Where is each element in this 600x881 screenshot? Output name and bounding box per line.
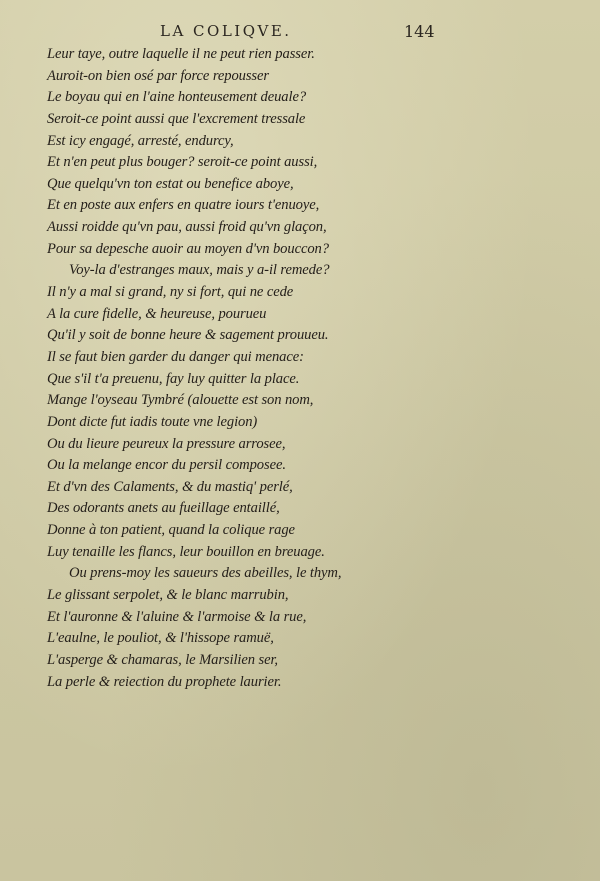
- verse-line: Le boyau qui en l'aine honteusement deuale?: [47, 89, 307, 106]
- page-header: [0, 22, 600, 44]
- verse-line: Ou du lieure peureux la pressure arrosee,: [47, 435, 286, 452]
- verse-line: Luy tenaille les flancs, leur bouillon en breuage.: [47, 543, 325, 560]
- verse-line: Et n'en peut plus bouger? seroit-ce point aussi,: [47, 154, 318, 171]
- verse-line: L'eaulne, le pouliot, & l'hissope ramuë,: [47, 630, 274, 647]
- verse-text: [47, 44, 567, 693]
- verse-line: Qu'il y soit de bonne heure & sagement prouueu.: [47, 327, 329, 344]
- verse-line: Ou la melange encor du persil composee.: [47, 457, 286, 474]
- verse-line: Et l'auronne & l'aluine & l'armoise & la rue,: [47, 608, 307, 625]
- verse-line: Que s'il t'a preuenu, fay luy quitter la place.: [47, 370, 300, 387]
- verse-line: Il se faut bien garder du danger qui menace:: [47, 348, 304, 365]
- verse-line: Voy-la d'estranges maux, mais y a-il remede?: [69, 262, 330, 279]
- verse-line: Donne à ton patient, quand la colique rage: [47, 522, 295, 539]
- verse-line: Il n'y a mal si grand, ny si fort, qui ne cede: [47, 284, 294, 301]
- verse-line: Auroit-on bien osé par force repousser: [47, 67, 269, 84]
- verse-line: L'asperge & chamaras, le Marsilien ser,: [47, 651, 278, 668]
- verse-line: Et en poste aux enfers en quatre iours t'enuoye,: [47, 197, 320, 214]
- verse-line: Ou prens-moy les saueurs des abeilles, le thym,: [69, 565, 342, 582]
- verse-line: Dont dicte fut iadis toute vne legion): [47, 413, 258, 430]
- verse-line: Mange l'oyseau Tymbré (alouette est son nom,: [47, 392, 314, 409]
- verse-line: Leur taye, outre laquelle il ne peut rien passer.: [47, 46, 315, 62]
- verse-line: Et d'vn des Calaments, & du mastiq' perlé,: [47, 478, 293, 495]
- verse-line: Seroit-ce point aussi que l'excrement tressale: [47, 110, 306, 127]
- verse-line: Aussi roidde qu'vn pau, aussi froid qu'vn glaçon,: [47, 219, 327, 236]
- verse-line: A la cure fidelle, & heureuse, pourueu: [47, 305, 267, 322]
- verse-line: Des odorants anets au fueillage entaillé,: [47, 500, 280, 517]
- running-title: LA COLIQVE.: [160, 22, 292, 40]
- verse-line: Pour sa depesche auoir au moyen d'vn bouccon?: [47, 240, 329, 257]
- verse-line: La perle & reiection du prophete laurier.: [47, 673, 282, 690]
- verse-line: Le glissant serpolet, & le blanc marrubin,: [47, 587, 289, 604]
- verse-line: Est icy engagé, arresté, endurcy,: [47, 132, 234, 149]
- page-number: 144: [404, 22, 435, 41]
- verse-line: Que quelqu'vn ton estat ou benefice aboye,: [47, 175, 294, 192]
